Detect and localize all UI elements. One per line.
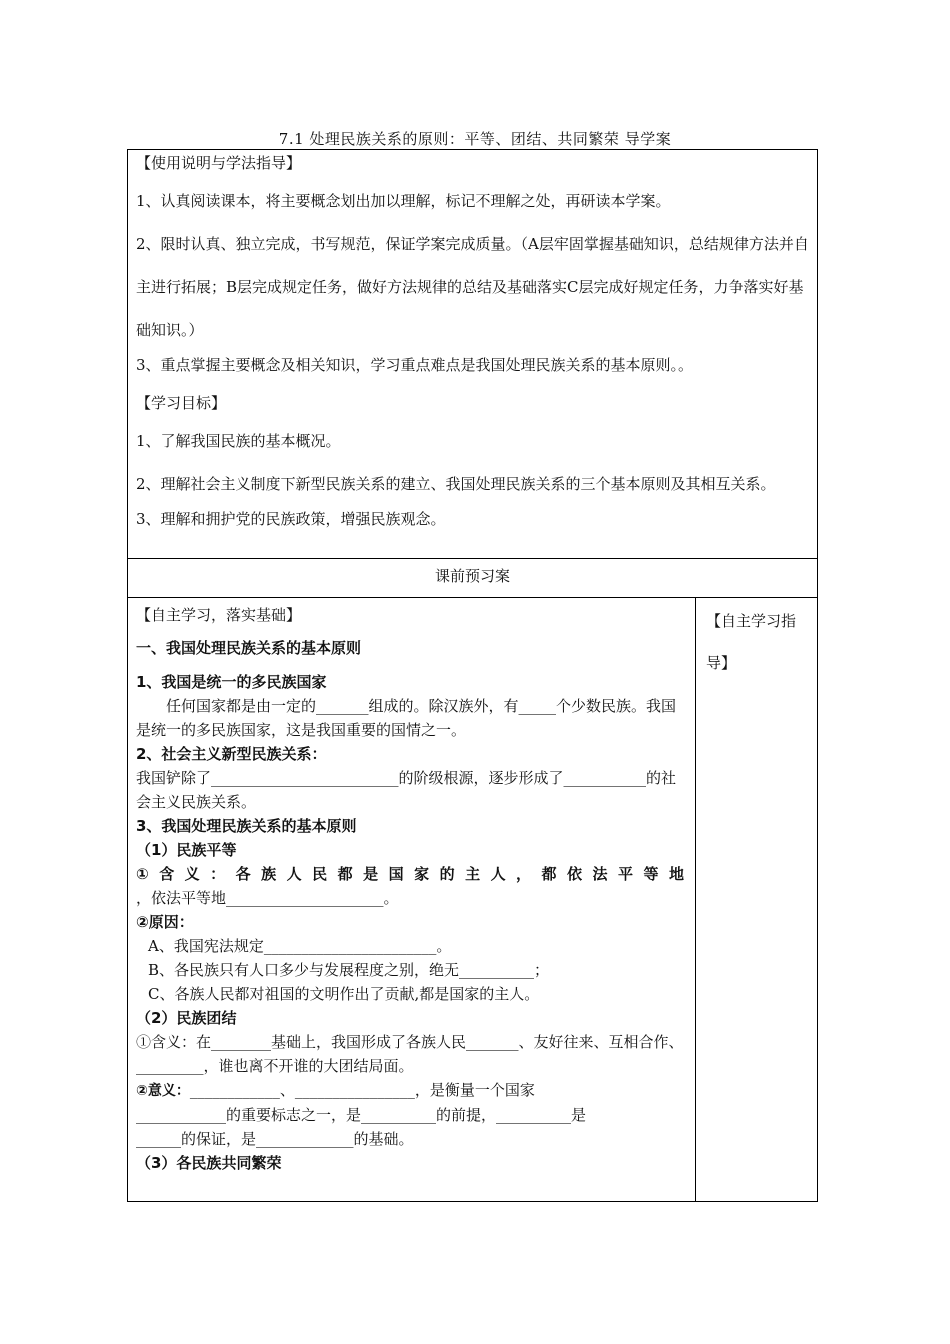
fill-text: ____________、________________，是衡量一个国家: [189, 1081, 535, 1099]
fill-text: ______的保证，是_____________的基础。: [136, 1130, 414, 1148]
fill-text: ①含义：各族人民都是国家的主人，都依法平等地: [136, 865, 687, 883]
fill-text: 我国铲除了_________________________的阶级根源，逐步形成了___________的社会主义民族关系。: [136, 769, 677, 811]
objective-item: 3、理解和拥护党的民族政策，增强民族观念。: [136, 510, 446, 528]
objectives-heading: 【学习目标】: [136, 394, 227, 412]
fill-text: A、我国宪法规定_______________________。: [148, 937, 452, 955]
fill-text: ____________的重要标志之一，是__________的前提，__________是: [136, 1106, 587, 1124]
fill-text: C、各族人民都对祖国的文明作出了贡献,都是国家的主人。: [148, 985, 540, 1003]
instructions-section: [128, 150, 817, 559]
page-title: 7.1 处理民族关系的原则：平等、团结、共同繁荣 导学案: [278, 130, 672, 148]
instruction-item: 2、限时认真、独立完成，书写规范，保证学案完成质量。（A层牢固掌握基础知识，总结规律方法并自主进行拓展；B层完成规定任务，做好方法规律的总结及基础落实C层完成好规定任务，力争落实好基础知识。）: [136, 235, 809, 339]
self-study-main: [128, 598, 696, 1201]
objective-item: 2、理解社会主义制度下新型民族关系的建立、我国处理民族关系的三个基本原则及其相互关系。: [136, 475, 776, 493]
significance-line: [136, 1078, 687, 1103]
subsection-title: 1、我国是统一的多民族国家: [136, 673, 327, 691]
self-study-section: [128, 598, 817, 1201]
instructions-heading: 【使用说明与学法指导】: [136, 154, 302, 172]
preview-band: 课前预习案: [128, 559, 817, 598]
fill-text: ，依法平等地_____________________。: [136, 889, 399, 907]
fill-text: B、各民族只有人口多少与发展程度之别，绝无__________；: [148, 961, 550, 979]
section-heading: 一、我国处理民族关系的基本原则: [136, 639, 362, 657]
instruction-item: 1、认真阅读课本，将主要概念划出加以理解，标记不理解之处，再研读本学案。: [136, 192, 671, 210]
principle-title: （3）各民族共同繁荣: [136, 1154, 282, 1172]
subsection-title: 2、社会主义新型民族关系：: [136, 745, 327, 763]
fill-text: 任何国家都是由一定的_______组成的。除汉族外，有_____个少数民族。我国是统一的多民族国家，这是我国重要的国情之一。: [136, 697, 677, 739]
significance-label: ②意义：: [136, 1083, 190, 1099]
objective-item: 1、了解我国民族的基本概况。: [136, 432, 341, 450]
worksheet-table: [127, 149, 818, 1202]
self-study-guide: 【自主学习指导】: [706, 612, 797, 672]
instruction-item: 3、重点掌握主要概念及相关知识，学习重点难点是我国处理民族关系的基本原则。。: [136, 356, 694, 374]
subsection-title: 3、我国处理民族关系的基本原则: [136, 817, 357, 835]
reason-title: ②原因：: [136, 913, 194, 931]
principle-title: （2）民族团结: [136, 1009, 237, 1027]
fill-text: ①含义：在________基础上，我国形成了各族人民_______、友好往来、互相合作、_________，谁也离不开谁的大团结局面。: [136, 1033, 684, 1075]
principle-title: （1）民族平等: [136, 841, 237, 859]
self-study-heading: 【自主学习，落实基础】: [136, 606, 302, 624]
